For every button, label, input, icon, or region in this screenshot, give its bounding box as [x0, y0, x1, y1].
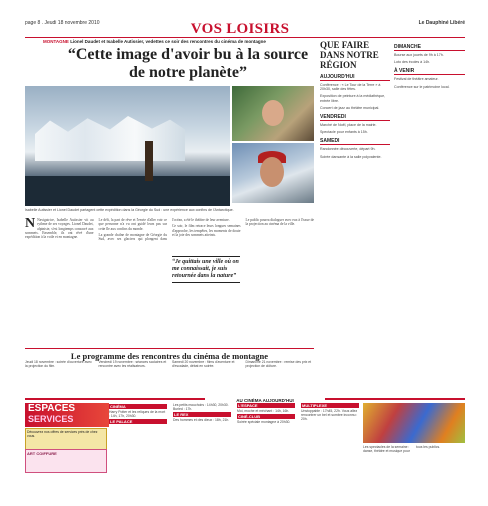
section-title: VOS LOISIRS	[190, 21, 290, 37]
agenda-column-2	[394, 40, 465, 392]
cinema-showtimes: Unstoppable : 17h45, 22h. Vous allez rencontrer un bel et sombre inconnu : 20h.	[301, 409, 358, 421]
boat-mast-shape	[145, 141, 153, 181]
cinema-name: L'ESPACE	[237, 403, 295, 408]
body-paragraph: Ce soir, le film retrace leurs longues semaines d'approche, les tempêtes, les moments de doute et la joie des sommets atteints.	[172, 224, 241, 237]
glacier-photo	[25, 86, 230, 206]
drop-cap: N	[25, 218, 36, 231]
cinema-title: AU CINÉMA AUJOURD'HUI	[205, 398, 325, 403]
dance-photo	[363, 403, 465, 443]
kicker-text: Lionel Daudet et Isabelle Autissier, vedettes ce soir des rencontres du cinéma de montagne	[70, 39, 266, 44]
agenda-event: Exposition de peinture à la médiathèque, entrée libre.	[320, 94, 386, 103]
agenda-event: Conférence sur le patrimoine local.	[394, 84, 450, 89]
program-item: Jeudi 18 novembre : soirée d'ouverture avec la projection du film.	[25, 360, 92, 368]
glacier-shape	[35, 116, 185, 161]
agenda-event: Spectacle pour enfants à 15h.	[320, 130, 368, 135]
newspaper-page	[25, 18, 465, 468]
agenda-day: SAMEDI	[320, 138, 390, 145]
agenda-day: À VENIR	[394, 68, 465, 75]
agenda-sidebar	[320, 40, 465, 392]
agenda-event: Bourse aux jouets de 9h à 17h.	[394, 53, 444, 57]
cinema-showtimes: Soirée spéciale montagne à 20h30.	[237, 420, 291, 424]
face-shape	[262, 100, 284, 126]
body-paragraph: Le public pourra dialoguer avec eux à l'issue de la projection au cinéma de la ville.	[245, 218, 314, 227]
sea-shape	[25, 176, 230, 206]
face-shape	[260, 157, 284, 187]
photo-caption: Isabelle Autissier et Lionel Daudet partagent cette expédition dans la Géorgie du Sud : une expérience aux confins de l'Antarctique.	[25, 208, 234, 212]
agenda-event: Randonnée découverte, départ 9h.	[320, 147, 376, 152]
section-rule	[25, 37, 465, 38]
cinema-name: MULTIPLEXE	[301, 403, 359, 408]
services-ad: Découvrez nos offres de services près de chez vous.	[25, 428, 107, 450]
program-list	[25, 360, 314, 396]
program-item: Dimanche 21 novembre : remise des prix et projection de clôture.	[245, 360, 312, 368]
body-paragraph: N Navigatrice, Isabelle Autissier vit au rythme de ses voyages. Lionel Daudet, alpiniste, s'est longtemps consacré aux sommets. Ensemble, ils ont rêvé d'une expédition à la voile et en montagne.	[25, 218, 94, 240]
agenda-event: Soirée dansante à la salle polyvalente.	[320, 154, 382, 159]
cinema-showtimes: Les petits mouchoirs : 14h30, 20h30. Buried : 17h.	[173, 403, 229, 411]
cinema-showtimes: Harry Potter et les reliques de la mort : 14h, 17h, 20h30.	[109, 410, 166, 418]
header-masthead: Le Dauphiné Libéré	[418, 20, 465, 26]
agenda-title: QUE FAIRE DANS NOTRE RÉGION	[320, 40, 379, 70]
article-body	[25, 218, 314, 345]
cinema-name: CINÉ-CLUB	[237, 414, 295, 419]
services-section	[25, 398, 465, 470]
agenda-event: Concert de jazz au théâtre municipal.	[320, 105, 380, 110]
pull-quote: “Je quittais une ville où on me connaissait, je suis retournée dans la nature”	[172, 256, 240, 283]
cinema-name: CINÉMA	[109, 404, 167, 409]
hair-salon-ad: ART COIFFURE	[25, 449, 107, 473]
banner-line-1: ESPACES	[28, 403, 76, 414]
agenda-event: Festival de théâtre amateur.	[394, 77, 439, 82]
cinema-showtimes: Des hommes et des dieux : 18h, 21h.	[173, 418, 230, 422]
cinema-showtimes: Moi, moche et méchant : 14h, 16h.	[237, 409, 290, 413]
agenda-day: DIMANCHE	[394, 44, 465, 51]
kicker-label: MONTAGNE	[43, 39, 69, 44]
agenda-event: Marché de Noël, place de la mairie.	[320, 123, 377, 128]
cinema-name: LE PALACE	[109, 419, 167, 424]
program-item: Vendredi 19 novembre : séances scolaires et rencontre avec les réalisateurs.	[98, 360, 167, 368]
cinema-name: LE REX	[173, 412, 231, 417]
espaces-services-banner	[25, 403, 109, 427]
portrait-photo-daudet	[232, 86, 314, 141]
banner-line-2: SERVICES	[28, 414, 74, 424]
article-headline: “Cette image d'avoir bu à la source de notre planète”	[67, 46, 309, 81]
agenda-event: Conférence : « Le Tour de la Terre » à 20h30, salle des fêtes.	[320, 83, 381, 92]
cinema-listings	[109, 403, 359, 469]
program-subhead: Le programme des rencontres du cinéma de montagne	[25, 348, 314, 361]
program-item: Samedi 20 novembre : films d'aventure et d'escalade, débat en soirée.	[172, 360, 235, 368]
shows-text: Les spectacles de la semaine : danse, théâtre et musique pour tous les publics.	[363, 445, 441, 453]
portrait-photo-autissier	[232, 143, 314, 203]
header-date: page 8 . Jeudi 18 novembre 2010	[25, 20, 100, 26]
agenda-column-1	[320, 40, 390, 392]
agenda-event: Loto des écoles à 14h.	[394, 60, 431, 65]
body-paragraph: La grande chaîne de montagne de Géorgie du Sud, avec ses glaciers qui plongent dans l'océan, a été le théâtre de leur aventure.	[98, 218, 230, 242]
agenda-day: VENDREDI	[320, 114, 390, 121]
agenda-day: AUJOURD'HUI	[320, 74, 390, 81]
body-paragraph: Le défi, la part de rêve et l'envie d'aller voir ce que personne n'a vu ont guidé leurs pas sur cette île aux confins du monde.	[98, 218, 167, 231]
article-kicker	[43, 39, 313, 44]
